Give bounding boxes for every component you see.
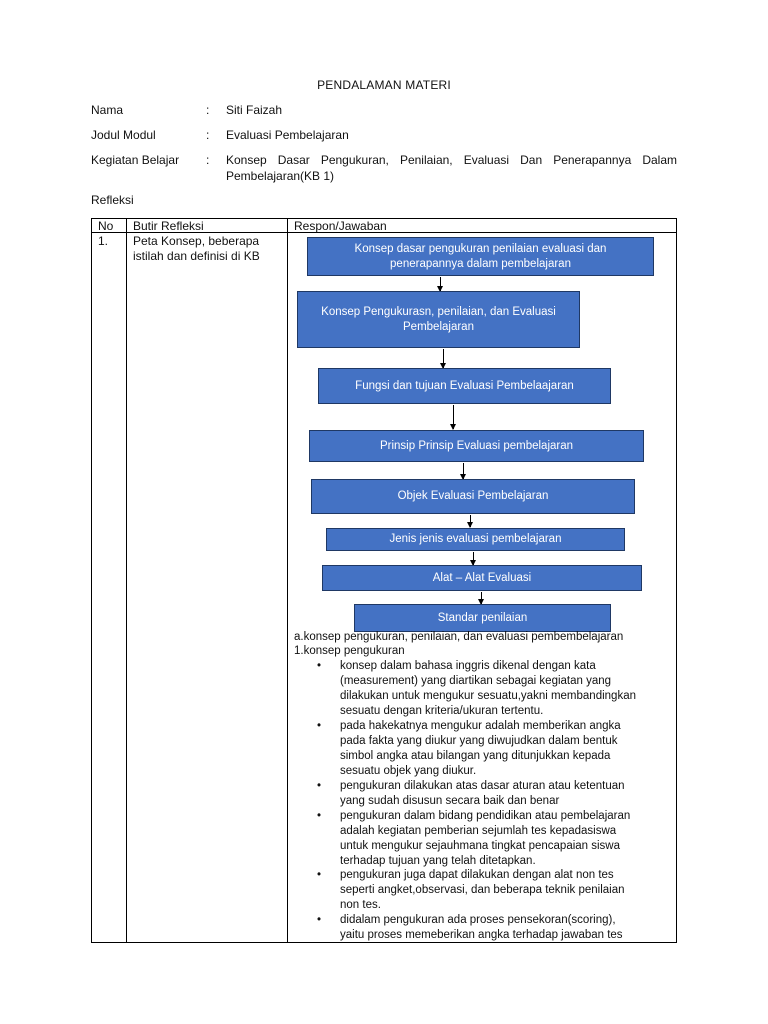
field-label-nama: Nama: [91, 103, 124, 117]
bullet-glyph: •: [317, 780, 322, 792]
bullet-glyph: •: [317, 720, 322, 732]
field-sep-modul: :: [206, 128, 210, 142]
list-item-line: pengukuran juga dapat dilakukan dengan alat non tes: [340, 869, 614, 881]
list-item-line: konsep dalam bahasa inggris dikenal dengan kata: [340, 660, 596, 672]
table-row-item-line2: istilah dan definisi di KB: [133, 249, 260, 263]
list-item: [340, 913, 674, 943]
list-item: [340, 809, 674, 869]
flow-arrow: [470, 515, 471, 527]
field-sep-nama: :: [206, 103, 210, 117]
list-item-line: pada fakta yang diukur yang diwujudkan dalam bentuk: [340, 735, 618, 747]
list-item: [340, 659, 674, 719]
list-item: [340, 719, 674, 779]
flow-box-1-line2: penerapannya dalam pembelajaran: [390, 257, 571, 270]
list-item-line: sesuatu dengan kriteria/ukuran tertentu.: [340, 705, 544, 717]
content-heading-a: a.konsep pengukuran, penilaian, dan evaluasi pembembelajaran: [294, 631, 624, 643]
flow-box-4: Prinsip Prinsip Evaluasi pembelajaran: [309, 430, 644, 462]
list-item: [340, 868, 674, 913]
field-value-nama: Siti Faizah: [226, 103, 283, 117]
flow-box-2-line1: Konsep Pengukurasn, penilaian, dan Evaluasi: [321, 305, 556, 318]
list-item-line: non tes.: [340, 899, 381, 911]
field-label-kegiatan: Kegiatan Belajar: [91, 153, 180, 167]
list-item-line: simbol angka atau bilangan yang ditunjukkan kepada: [340, 750, 611, 762]
list-item-line: yaitu proses memeberikan angka terhadap jawaban tes: [340, 929, 623, 941]
table-row-item-line1: Peta Konsep, beberapa: [133, 234, 260, 248]
list-item-line: sesuatu objek yang diukur.: [340, 765, 477, 777]
list-item: [340, 779, 674, 809]
flow-arrow: [463, 463, 464, 479]
flow-box-2: [297, 291, 580, 348]
table-header-no: No: [98, 219, 114, 233]
flow-arrow: [473, 552, 474, 565]
flow-arrow: [481, 592, 482, 604]
list-item-line: adalah kegiatan pemberian sejumlah tes kepadasiswa: [340, 825, 617, 837]
table-col-divider: [126, 219, 127, 942]
flow-box-1-line1: Konsep dasar pengukuran penilaian evaluasi dan: [354, 242, 607, 255]
list-item-line: pada hakekatnya mengukur adalah memberikan angka: [340, 720, 621, 732]
bullet-glyph: •: [317, 869, 322, 881]
page-title: PENDALAMAN MATERI: [317, 78, 451, 92]
flow-arrow: [443, 349, 444, 368]
table-row-no: 1.: [98, 234, 109, 248]
list-item-line: didalam pengukuran ada proses pensekoran(scoring),: [340, 914, 616, 926]
list-item-line: untuk mengukur sejauhmana tingkat pencapaian siswa: [340, 840, 621, 852]
list-item-line: (measurement) yang diartikan sebagai kegiatan yang: [340, 675, 612, 687]
list-item-line: terhadap tujuan yang telah ditetapkan.: [340, 855, 536, 867]
flow-box-3: Fungsi dan tujuan Evaluasi Pembelaajaran: [318, 368, 611, 404]
section-label: Refleksi: [91, 193, 134, 207]
field-value-kegiatan-line1: Konsep Dasar Pengukuran, Penilaian, Evaluasi Dan Penerapannya Dalam: [226, 153, 677, 167]
list-item-line: pengukuran dilakukan atas dasar aturan atau ketentuan: [340, 780, 625, 792]
flow-box-7: Alat – Alat Evaluasi: [322, 565, 642, 591]
list-item-line: seperti angket,observasi, dan beberapa teknik penilaian: [340, 884, 625, 896]
bullet-glyph: •: [317, 914, 322, 926]
field-label-modul: Jodul Modul: [91, 128, 156, 142]
table-header-butir: Butir Refleksi: [133, 219, 204, 233]
flow-box-1: [307, 237, 654, 276]
list-item-line: pengukuran dalam bidang pendidikan atau pembelajaran: [340, 810, 631, 822]
bullet-glyph: •: [317, 660, 322, 672]
list-item-line: dilakukan untuk mengukur sesuatu,yakni membandingkan: [340, 690, 636, 702]
flow-arrow: [453, 405, 454, 429]
flow-box-5: Objek Evaluasi Pembelajaran: [311, 479, 635, 514]
field-value-modul: Evaluasi Pembelajaran: [226, 128, 349, 142]
flow-box-8: Standar penilaian: [354, 604, 611, 632]
field-sep-kegiatan: :: [206, 153, 210, 167]
table-col-divider: [287, 219, 288, 942]
flow-box-6: Jenis jenis evaluasi pembelajaran: [326, 528, 625, 551]
table-header-respon: Respon/Jawaban: [294, 219, 387, 233]
bullet-glyph: •: [317, 810, 322, 822]
list-item-line: yang sudah disusun secara baik dan benar: [340, 795, 560, 807]
content-heading-1: 1.konsep pengukuran: [294, 645, 405, 657]
flow-box-2-line2: Pembelajaran: [403, 320, 474, 333]
flow-arrow: [440, 277, 441, 291]
field-value-kegiatan-line2: Pembelajaran(KB 1): [226, 169, 335, 183]
